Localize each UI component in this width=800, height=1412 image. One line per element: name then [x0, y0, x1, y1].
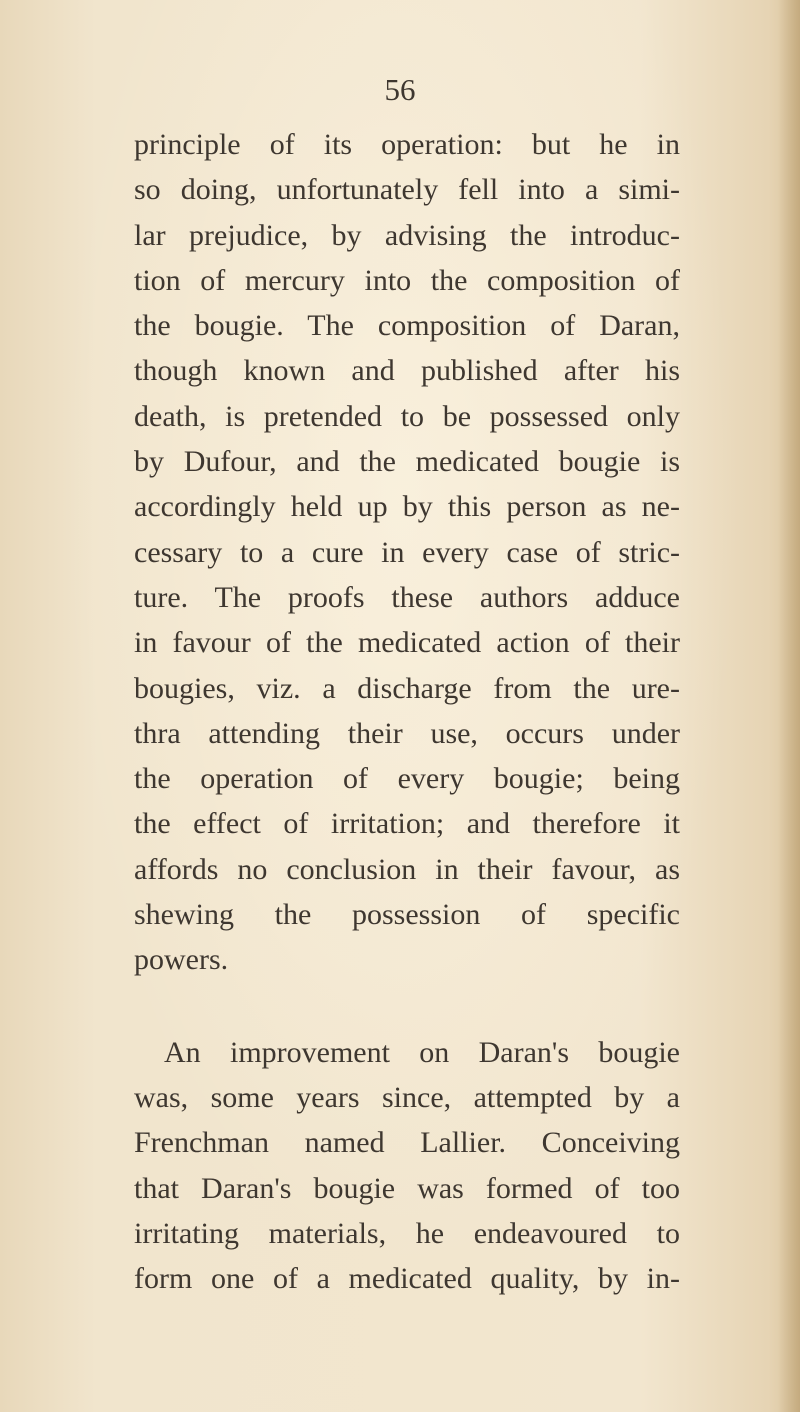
text-line: the bougie. The composition of Daran,	[134, 309, 680, 343]
text-line: by Dufour, and the medicated bougie is	[134, 445, 680, 479]
text-line: bougies, viz. a discharge from the ure-	[134, 671, 680, 705]
text-line: so doing, unfortunately fell into a simi-	[134, 173, 680, 207]
text-line: cessary to a cure in every case of stric-	[134, 535, 680, 569]
text-line: that Daran's bougie was formed of too	[134, 1171, 680, 1205]
paragraph-gap	[134, 983, 680, 1030]
text-line: thra attending their use, occurs under	[134, 716, 680, 750]
page-number: 56	[384, 72, 416, 107]
text-line: shewing the possession of specific	[134, 898, 680, 932]
text-line: lar prejudice, by advising the introduc-	[134, 218, 680, 252]
page-edge-shadow	[778, 0, 800, 1412]
text-line: ture. The proofs these authors adduce	[134, 580, 680, 614]
text-line: in favour of the medicated action of their	[134, 626, 680, 660]
text-line: affords no conclusion in their favour, as	[134, 852, 680, 886]
body-text	[134, 122, 680, 1301]
text-line: though known and published after his	[134, 354, 680, 388]
text-line: powers.	[134, 943, 229, 977]
text-line: tion of mercury into the composition of	[134, 263, 680, 297]
text-line: was, some years since, attempted by a	[134, 1080, 680, 1114]
text-line: accordingly held up by this person as ne-	[134, 490, 680, 524]
text-line: the effect of irritation; and therefore it	[134, 807, 680, 841]
text-line: form one of a medicated quality, by in-	[134, 1262, 680, 1296]
text-line: the operation of every bougie; being	[134, 762, 680, 796]
text-line: death, is pretended to be possessed only	[134, 399, 680, 433]
text-line: An improvement on Daran's bougie	[164, 1035, 680, 1069]
text-line: principle of its operation: but he in	[134, 128, 680, 161]
text-line: irritating materials, he endeavoured to	[134, 1216, 680, 1250]
paragraph-1	[134, 122, 680, 983]
text-line: Frenchman named Lallier. Conceiving	[134, 1126, 680, 1160]
paragraph-2	[134, 1030, 680, 1302]
